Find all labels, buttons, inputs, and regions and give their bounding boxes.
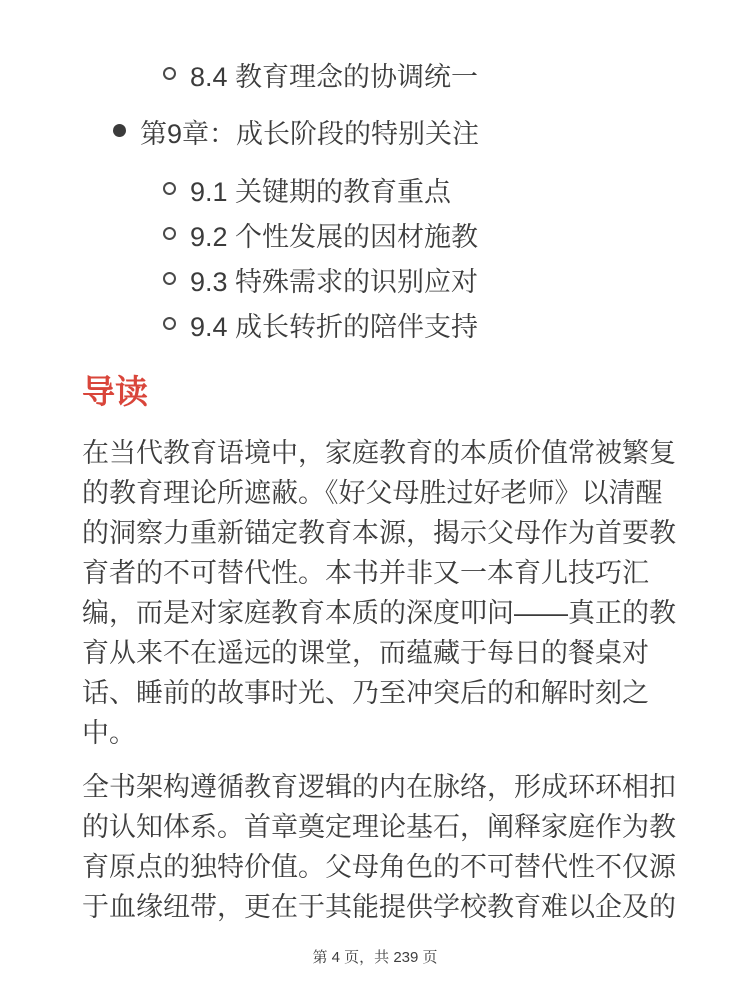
- guide-paragraph-2: 全书架构遵循教育逻辑的内在脉络，形成环环相扣的认知体系。首章奠定理论基石，阐释家庭作为教育原点的独特价值。父母角色的不可替代性不仅源于血缘纽带，更在于其能提供学校教育难以企及的: [82, 772, 676, 922]
- section-heading-guide: 导读: [82, 373, 148, 410]
- guide-paragraph-1: 在当代教育语境中，家庭教育的本质价值常被繁复的教育理论所遮蔽。《好父母胜过好老师》以清醒的洞察力重新锚定教育本源，揭示父母作为首要教育者的不可替代性。本书并非又一本育儿技巧汇编，而是对家庭教育本质的深度叩问——真正的教育从来不在遥远的课堂，而蕴藏于每日的餐桌对话、睡前的故事时光、乃至冲突后的和解时刻之中。: [82, 438, 676, 748]
- toc-item-label: 9.1 关键期的教育重点: [190, 177, 452, 207]
- toc-item-label: 9.3 特殊需求的识别应对: [190, 267, 479, 297]
- toc-item-9-3: [0, 262, 750, 303]
- circle-bullet-icon: [163, 272, 176, 285]
- toc-chapter-label: 第9章：成长阶段的特别关注: [140, 119, 480, 149]
- circle-bullet-icon: [163, 227, 176, 240]
- circle-bullet-icon: [163, 67, 176, 80]
- circle-bullet-icon: [163, 317, 176, 330]
- toc-item-9-2: [0, 217, 750, 258]
- toc-item-9-4: [0, 307, 750, 348]
- disc-bullet-icon: [113, 124, 126, 137]
- toc-item-label: 9.4 成长转折的陪伴支持: [190, 312, 479, 342]
- toc-item-label: 9.2 个性发展的因材施教: [190, 222, 479, 252]
- toc-item-9-1: [0, 172, 750, 213]
- circle-bullet-icon: [163, 182, 176, 195]
- toc-item-chapter-9: [0, 114, 750, 155]
- toc-item-8-4: [0, 57, 750, 98]
- toc-item-label: 8.4 教育理念的协调统一: [190, 62, 479, 92]
- page-number-indicator: 第 4 页，共 239 页: [312, 949, 438, 966]
